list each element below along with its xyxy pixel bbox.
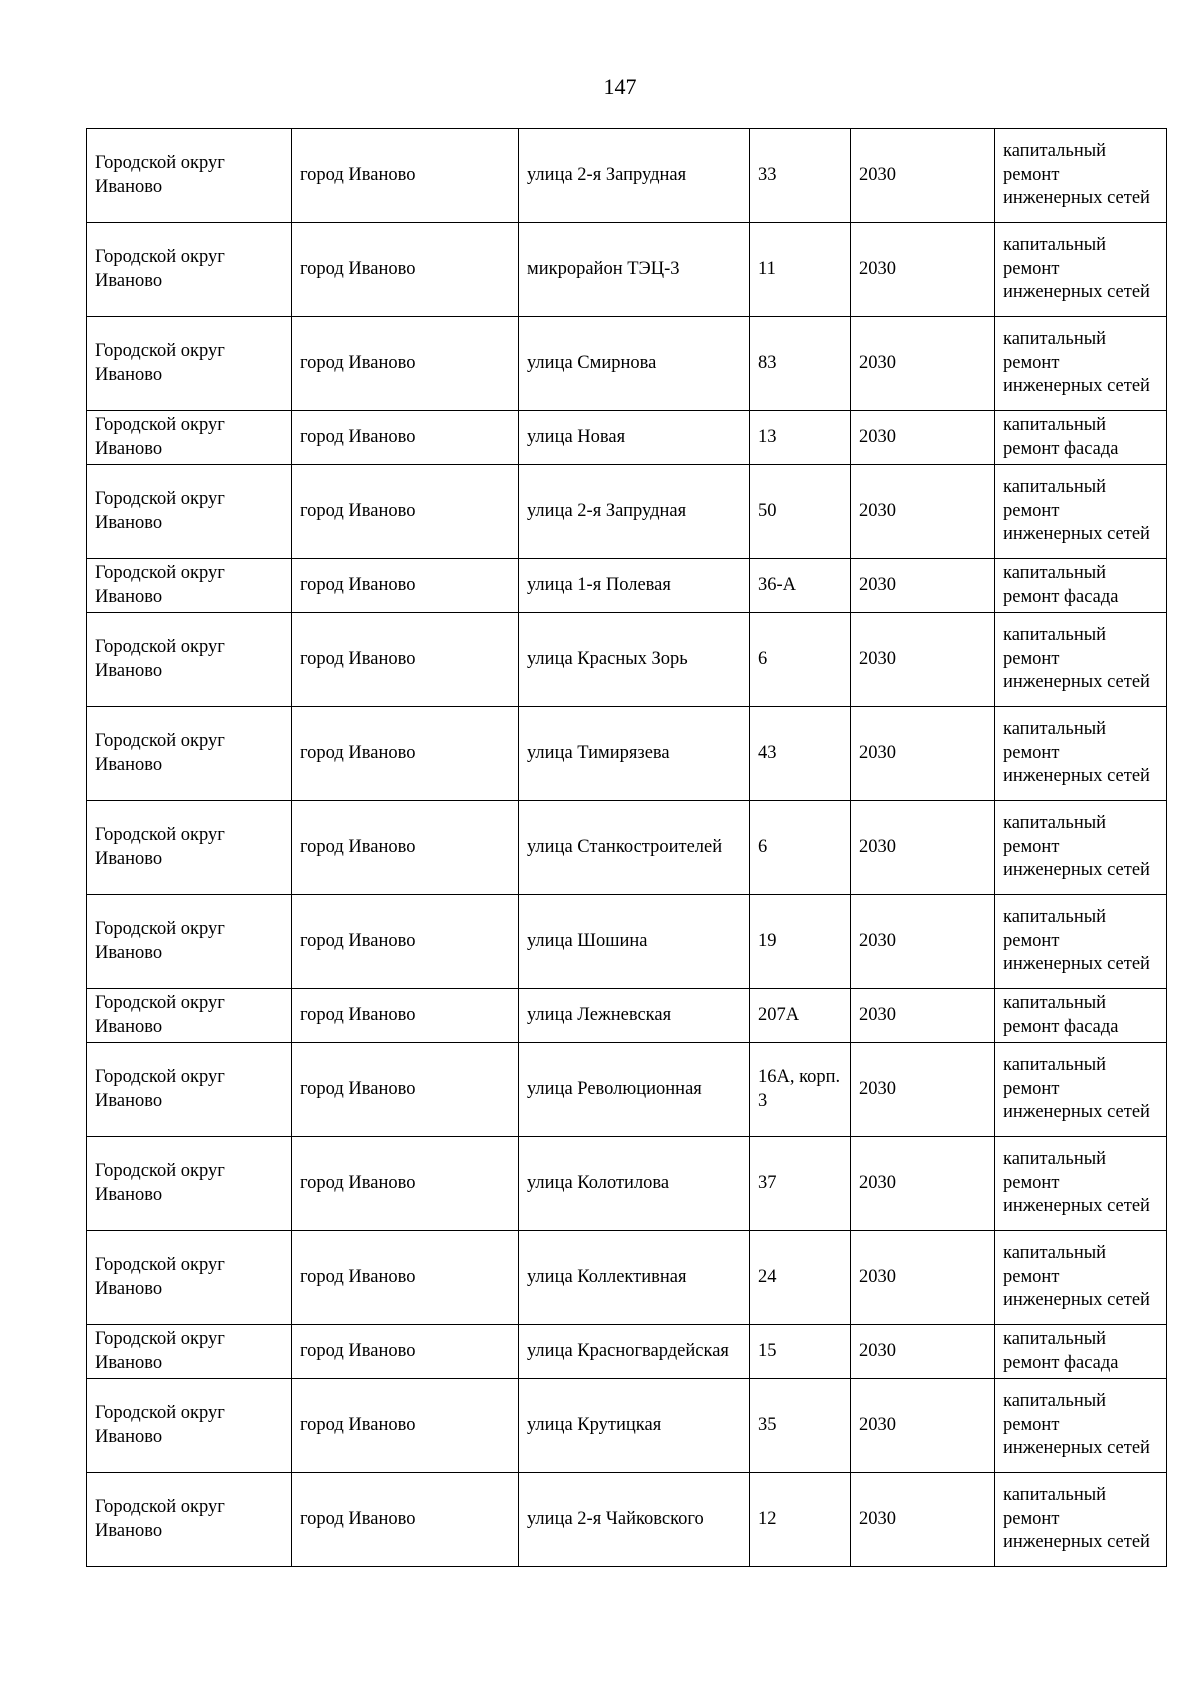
settlement-cell: город Иваново [292,317,519,411]
work-type-cell: капитальный ремонт инженерных сетей [995,895,1167,989]
table-row [87,1325,1167,1379]
street-cell: улица Смирнова [519,317,750,411]
house-number-cell: 37 [750,1137,851,1231]
work-type-cell: капитальный ремонт инженерных сетей [995,129,1167,223]
street-cell: улица Красных Зорь [519,613,750,707]
district-cell: Городской округ Иваново [87,801,292,895]
house-number-cell: 16А, корп. 3 [750,1043,851,1137]
street-cell: улица Новая [519,411,750,465]
year-cell: 2030 [851,559,995,613]
street-cell: улица 1-я Полевая [519,559,750,613]
settlement-cell: город Иваново [292,1137,519,1231]
house-number-cell: 11 [750,223,851,317]
year-cell: 2030 [851,411,995,465]
work-type-cell: капитальный ремонт инженерных сетей [995,613,1167,707]
house-number-cell: 15 [750,1325,851,1379]
district-cell: Городской округ Иваново [87,1325,292,1379]
district-cell: Городской округ Иваново [87,1231,292,1325]
table-row [87,129,1167,223]
work-type-cell: капитальный ремонт инженерных сетей [995,1231,1167,1325]
table-row [87,989,1167,1043]
settlement-cell: город Иваново [292,801,519,895]
district-cell: Городской округ Иваново [87,465,292,559]
house-number-cell: 207А [750,989,851,1043]
repair-register-table [86,128,1167,1567]
district-cell: Городской округ Иваново [87,895,292,989]
settlement-cell: город Иваново [292,411,519,465]
house-number-cell: 24 [750,1231,851,1325]
settlement-cell: город Иваново [292,895,519,989]
year-cell: 2030 [851,707,995,801]
work-type-cell: капитальный ремонт фасада [995,1325,1167,1379]
street-cell: улица 2-я Запрудная [519,465,750,559]
house-number-cell: 33 [750,129,851,223]
year-cell: 2030 [851,895,995,989]
street-cell: улица Коллективная [519,1231,750,1325]
year-cell: 2030 [851,801,995,895]
settlement-cell: город Иваново [292,989,519,1043]
street-cell: улица Крутицкая [519,1379,750,1473]
work-type-cell: капитальный ремонт инженерных сетей [995,1473,1167,1567]
table-row [87,1043,1167,1137]
district-cell: Городской округ Иваново [87,223,292,317]
house-number-cell: 6 [750,613,851,707]
year-cell: 2030 [851,613,995,707]
settlement-cell: город Иваново [292,1043,519,1137]
settlement-cell: город Иваново [292,129,519,223]
work-type-cell: капитальный ремонт инженерных сетей [995,1137,1167,1231]
year-cell: 2030 [851,1473,995,1567]
work-type-cell: капитальный ремонт инженерных сетей [995,1379,1167,1473]
settlement-cell: город Иваново [292,465,519,559]
page-number: 147 [603,74,637,99]
street-cell: улица Шошина [519,895,750,989]
district-cell: Городской округ Иваново [87,613,292,707]
year-cell: 2030 [851,129,995,223]
street-cell: улица 2-я Запрудная [519,129,750,223]
district-cell: Городской округ Иваново [87,411,292,465]
work-type-cell: капитальный ремонт инженерных сетей [995,1043,1167,1137]
table-row [87,895,1167,989]
house-number-cell: 35 [750,1379,851,1473]
year-cell: 2030 [851,1379,995,1473]
district-cell: Городской округ Иваново [87,1473,292,1567]
work-type-cell: капитальный ремонт инженерных сетей [995,465,1167,559]
table-row [87,559,1167,613]
house-number-cell: 36-А [750,559,851,613]
district-cell: Городской округ Иваново [87,129,292,223]
street-cell: улица Станкостроителей [519,801,750,895]
table-row [87,1379,1167,1473]
street-cell: улица Революционная [519,1043,750,1137]
work-type-cell: капитальный ремонт инженерных сетей [995,801,1167,895]
year-cell: 2030 [851,1325,995,1379]
district-cell: Городской округ Иваново [87,317,292,411]
settlement-cell: город Иваново [292,1231,519,1325]
house-number-cell: 13 [750,411,851,465]
table-row [87,1231,1167,1325]
year-cell: 2030 [851,1043,995,1137]
house-number-cell: 50 [750,465,851,559]
work-type-cell: капитальный ремонт инженерных сетей [995,317,1167,411]
settlement-cell: город Иваново [292,707,519,801]
table-row [87,1473,1167,1567]
settlement-cell: город Иваново [292,613,519,707]
street-cell: улица 2-я Чайковского [519,1473,750,1567]
street-cell: микрорайон ТЭЦ-3 [519,223,750,317]
year-cell: 2030 [851,1231,995,1325]
year-cell: 2030 [851,989,995,1043]
work-type-cell: капитальный ремонт фасада [995,989,1167,1043]
settlement-cell: город Иваново [292,223,519,317]
district-cell: Городской округ Иваново [87,1379,292,1473]
year-cell: 2030 [851,223,995,317]
table-row [87,1137,1167,1231]
house-number-cell: 83 [750,317,851,411]
house-number-cell: 6 [750,801,851,895]
settlement-cell: город Иваново [292,1379,519,1473]
settlement-cell: город Иваново [292,559,519,613]
work-type-cell: капитальный ремонт инженерных сетей [995,707,1167,801]
settlement-cell: город Иваново [292,1473,519,1567]
year-cell: 2030 [851,465,995,559]
street-cell: улица Лежневская [519,989,750,1043]
district-cell: Городской округ Иваново [87,1043,292,1137]
register-body [87,129,1167,1567]
table-row [87,801,1167,895]
district-cell: Городской округ Иваново [87,707,292,801]
street-cell: улица Красногвардейская [519,1325,750,1379]
district-cell: Городской округ Иваново [87,1137,292,1231]
year-cell: 2030 [851,1137,995,1231]
district-cell: Городской округ Иваново [87,559,292,613]
table-row [87,707,1167,801]
house-number-cell: 19 [750,895,851,989]
table-row [87,465,1167,559]
table-row [87,411,1167,465]
table-row [87,613,1167,707]
work-type-cell: капитальный ремонт инженерных сетей [995,223,1167,317]
table-row [87,223,1167,317]
work-type-cell: капитальный ремонт фасада [995,411,1167,465]
district-cell: Городской округ Иваново [87,989,292,1043]
house-number-cell: 43 [750,707,851,801]
year-cell: 2030 [851,317,995,411]
work-type-cell: капитальный ремонт фасада [995,559,1167,613]
settlement-cell: город Иваново [292,1325,519,1379]
street-cell: улица Тимирязева [519,707,750,801]
house-number-cell: 12 [750,1473,851,1567]
street-cell: улица Колотилова [519,1137,750,1231]
table-row [87,317,1167,411]
